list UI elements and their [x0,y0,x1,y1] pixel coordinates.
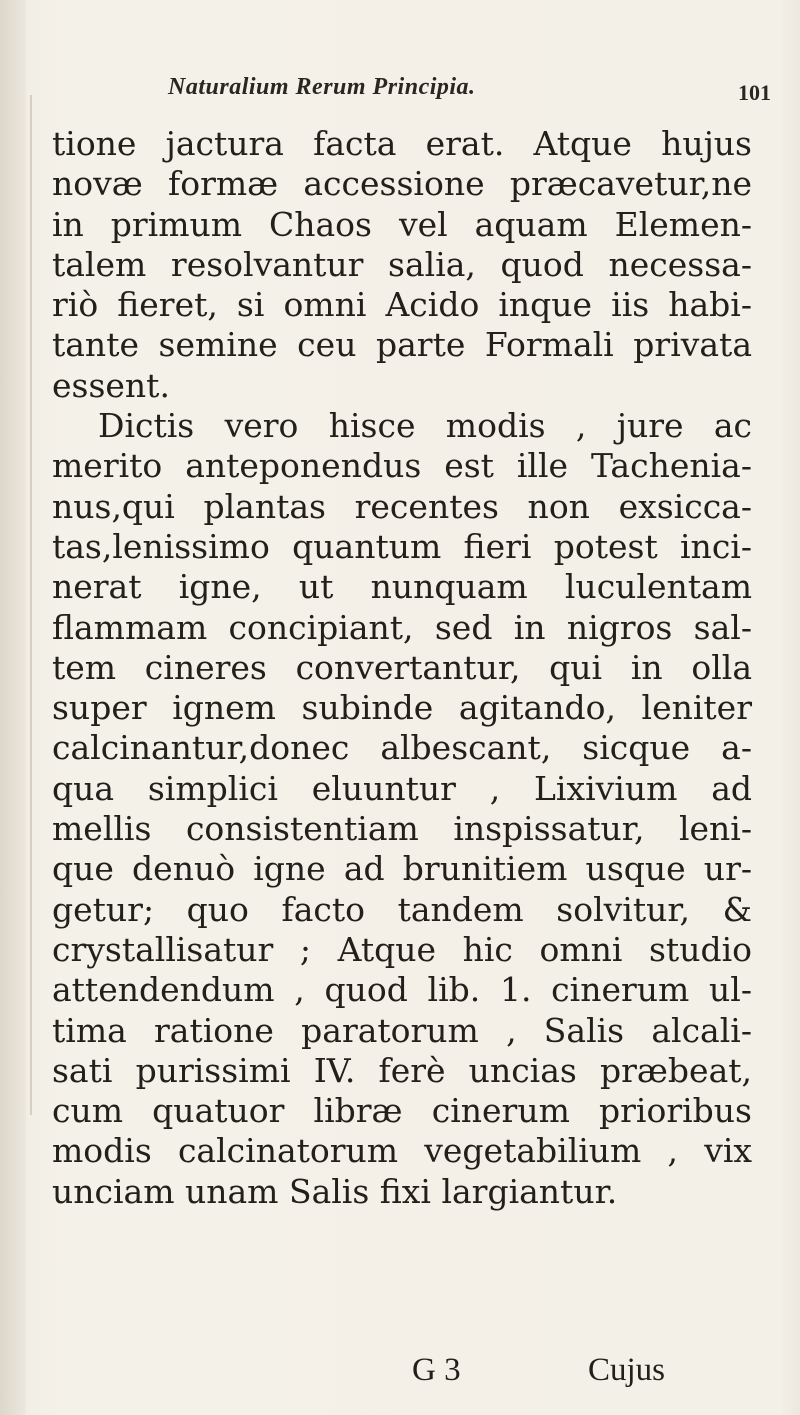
text-line: tione jactura facta erat. Atque hujus [52,124,752,163]
text-line: merito anteponendus est ille Tachenia- [52,446,752,486]
gutter-shadow [30,95,32,1115]
text-line: nus,qui plantas recentes non exsicca- [52,486,752,526]
text-line-last: unciam unam Salis fixi largiantur. [52,1171,618,1211]
text-line: novæ formæ accessione præcavetur,ne [52,164,752,204]
text-line: que denuò igne ad brunitiem usque ur- [52,849,752,889]
text-line: sati purissimi IV. ferè uncias præbeat, [52,1050,752,1090]
page-footer [0,1352,800,1392]
text-line-paragraph-start: Dictis vero hisce modis , jure ac [98,406,752,446]
text-line: modis calcinatorum vegetabilium , vix [52,1131,752,1171]
body-text [52,124,752,1212]
text-line: getur; quo facto tandem solvitur, & [52,889,752,929]
text-line: cum quatuor libræ cinerum prioribus [52,1091,752,1131]
text-line: nerat igne, ut nunquam luculentam [52,567,752,607]
text-line: mellis consistentiam inspissatur, leni- [52,809,752,849]
text-line: tante semine ceu parte Formali privata [52,325,752,365]
binding-gutter [0,0,26,1415]
text-line: riò fieret, si omni Acido inque iis habi- [52,285,752,325]
text-line: tas,lenissimo quantum fieri potest inci- [52,526,752,566]
text-line: super ignem subinde agitando, leniter [52,688,752,728]
page-number: 101 [738,80,771,105]
text-line: flammam concipiant, sed in nigros sal- [52,607,752,647]
text-line: qua simplici eluuntur , Lixivium ad [52,768,752,808]
catchword: Cujus [588,1352,666,1388]
text-line: tem cineres convertantur, qui in olla [52,647,752,687]
text-line-paragraph-end: essent. [52,365,170,405]
running-title: Naturalium Rerum Principia. [168,74,476,100]
text-line: attendendum , quod lib. 1. cinerum ul- [52,970,752,1010]
text-line: tima ratione paratorum , Salis alcali- [52,1010,752,1050]
signature-mark: G 3 [412,1352,461,1388]
text-line: talem resolvantur salia, quod necessa- [52,244,752,284]
text-line: in primum Chaos vel aquam Elemen- [52,204,752,244]
text-line: calcinantur,donec albescant, sicque a- [52,728,752,768]
text-line: crystallisatur ; Atque hic omni studio [52,929,752,969]
